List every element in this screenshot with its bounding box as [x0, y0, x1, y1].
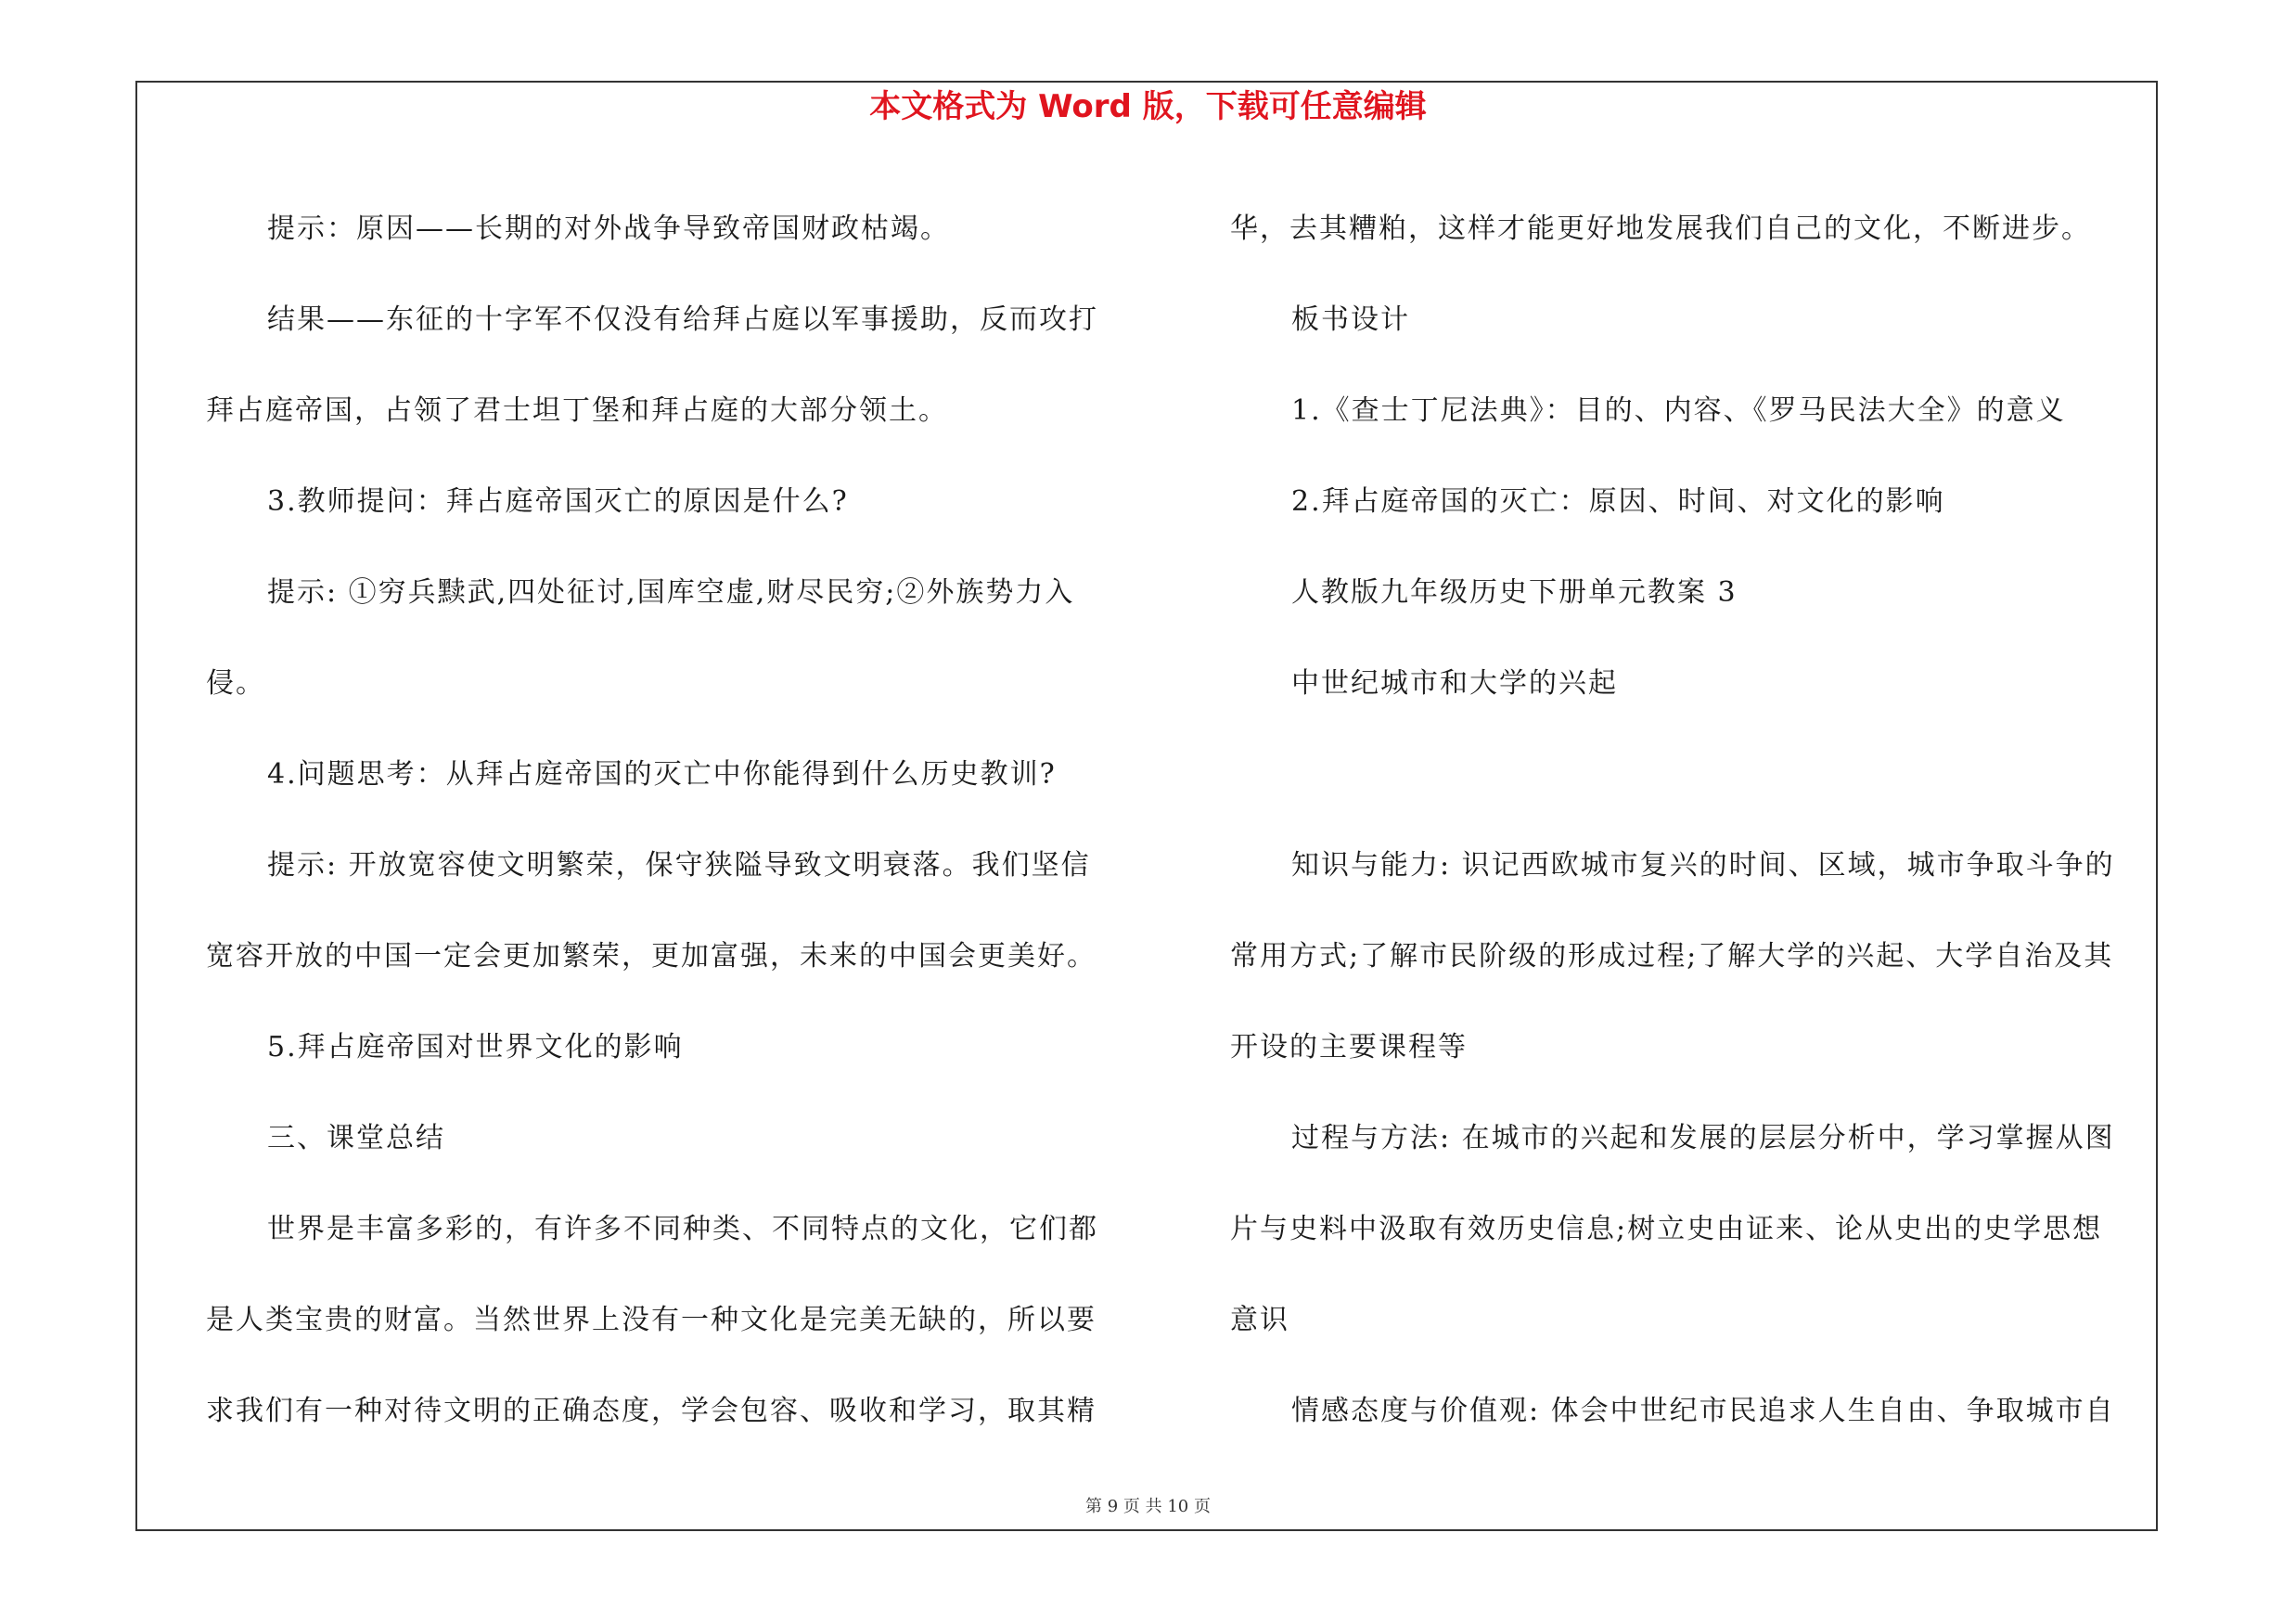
paragraph-line: 常用方式;了解市民阶级的形成过程;了解大学的兴起、大学自治及其	[1230, 940, 2114, 973]
section-heading: 三、课堂总结	[267, 1122, 445, 1154]
section-heading: 人教版九年级历史下册单元教案 3	[1291, 576, 1738, 609]
section-heading: 板书设计	[1291, 303, 1410, 336]
paragraph-line: 情感态度与价值观: 体会中世纪市民追求人生自由、争取城市自	[1291, 1395, 2115, 1427]
paragraph-line: 知识与能力: 识记西欧城市复兴的时间、区域，城市争取斗争的	[1291, 849, 2115, 882]
paragraph-line: 世界是丰富多彩的，有许多不同种类、不同特点的文化，它们都	[267, 1213, 1098, 1245]
section-heading: 中世纪城市和大学的兴起	[1291, 667, 1618, 700]
paragraph-line: 侵。	[206, 667, 265, 700]
paragraph-line: 提示: ①穷兵黩武,四处征讨,国库空虚,财尽民穷;②外族势力入	[267, 576, 1075, 609]
left-column	[206, 184, 1143, 1457]
paragraph-line: 拜占庭帝国，占领了君士坦丁堡和拜占庭的大部分领土。	[206, 394, 948, 427]
section-heading: 5.拜占庭帝国对世界文化的影响	[267, 1031, 684, 1063]
paragraph-line: 结果——东征的十字军不仅没有给拜占庭以军事援助，反而攻打	[267, 303, 1098, 336]
paragraph-line: 片与史料中汲取有效历史信息;树立史由证来、论从史出的史学思想	[1230, 1213, 2103, 1245]
paragraph-line: 求我们有一种对待文明的正确态度，学会包容、吸收和学习，取其精	[206, 1395, 1097, 1427]
paragraph-line: 3.教师提问：拜占庭帝国灭亡的原因是什么?	[267, 485, 849, 518]
blank-line	[1230, 729, 2158, 820]
paragraph-line: 意识	[1230, 1304, 1289, 1336]
paragraph-line: 过程与方法: 在城市的兴起和发展的层层分析中，学习掌握从图	[1291, 1122, 2115, 1154]
paragraph-line: 4.问题思考：从拜占庭帝国的灭亡中你能得到什么历史教训?	[267, 758, 1057, 791]
paragraph-line: 开设的主要课程等	[1230, 1031, 1468, 1063]
paragraph-line: 提示：原因——长期的对外战争导致帝国财政枯竭。	[267, 213, 950, 245]
page-number: 第 9 页 共 10 页	[1085, 1497, 1211, 1516]
paragraph-line: 华，去其糟粕，这样才能更好地发展我们自己的文化，不断进步。	[1230, 213, 2091, 245]
right-column	[1230, 184, 2158, 1457]
format-banner: 本文格式为 Word 版，下载可任意编辑	[869, 88, 1427, 125]
paragraph-line: 提示: 开放宽容使文明繁荣，保守狭隘导致文明衰落。我们坚信	[267, 849, 1091, 882]
paragraph-line: 宽容开放的中国一定会更加繁荣，更加富强，未来的中国会更美好。	[206, 940, 1097, 973]
paragraph-line: 2.拜占庭帝国的灭亡：原因、时间、对文化的影响	[1291, 485, 1945, 518]
paragraph-line: 是人类宝贵的财富。当然世界上没有一种文化是完美无缺的，所以要	[206, 1304, 1097, 1336]
paragraph-line: 1.《查士丁尼法典》：目的、内容、《罗马民法大全》的意义	[1291, 394, 2066, 427]
